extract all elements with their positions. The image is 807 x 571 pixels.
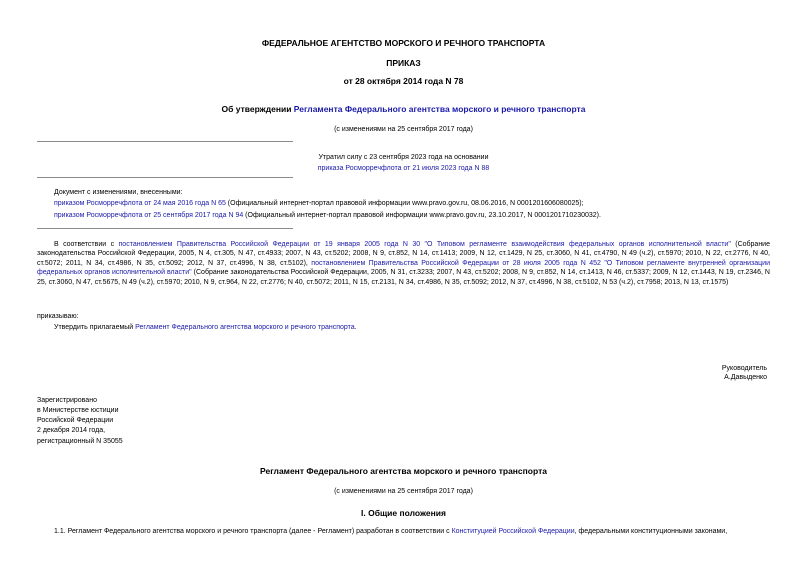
registration-line: Зарегистрировано [37, 397, 97, 404]
gov-decree-452-link[interactable]: постановлением Правительства Российской Федерации от 28 июля 2005 года N 452 "О Типовом регламенте внутренней организации федеральных органов исполнительной власти" [37, 259, 770, 277]
amendment-link-2[interactable]: приказом Росморречфлота от 25 сентября 2017 года N 94 [54, 211, 244, 219]
preamble-text-1: В соответствии с [54, 241, 119, 248]
divider [37, 228, 293, 229]
doc-title [0, 104, 807, 115]
registration-line: Российской Федерации [37, 417, 114, 425]
gov-decree-30-link[interactable]: постановлением Правительства Российской Федерации от 19 января 2005 года N 30 "О Типовом регламенте взаимодействия федеральных органов исполнительной власти" [118, 241, 731, 248]
registration-line: 2 декабря 2014 года, [37, 427, 106, 435]
divider [37, 141, 293, 142]
amendment-link-1[interactable]: приказом Росморречфлота от 24 мая 2016 года N 65 [54, 200, 226, 208]
clause-1-1 [37, 527, 770, 536]
order-word: приказываю: [37, 313, 79, 320]
preamble-text-3: (Собрание законодательства Российской Федерации, 2005, N 31, ст.3233; 2007, N 43, ст.5202; 2008, N 9, ст.852, N 14, ст.1413, N 46, ст.5337; 2009, N 12, ст.1443, N 19, ст.2346, N 25, ст.3060, N 47, ст.5675, N 49 (ч.2), ст.5970; 2010, N 9, ст.964, N 22, ст.2776; N 40, ст.5072; 2011, N 15, ст.2131, N 34, ст.4986, N 35, ст.5092; 2012, N 37, ст.4996, N 38, ст.5102, N 53 (ч.2), ст.7958; 2013, N 13, ст.1575) [37, 269, 770, 286]
constitution-link[interactable]: Конституцией Российской Федерации [451, 528, 575, 535]
registration-block [37, 396, 123, 447]
reglament-revision: (с изменениями на 25 сентября 2017 года) [334, 488, 473, 495]
doc-title-prefix: Об утверждении [221, 104, 294, 114]
approve-suffix: . [354, 324, 357, 331]
clause-text-suffix: , федеральными конституционными законами, [574, 528, 728, 535]
clause-text-prefix: 1.1. Регламент Федерального агентства морского и речного транспорта (далее - Регламент) разработан в соответствии с [54, 528, 452, 535]
approve-prefix: Утвердить прилагаемый [54, 324, 136, 331]
repeal-order-link[interactable]: приказа Росморречфлота от 21 июля 2023 года N 88 [317, 165, 490, 172]
registration-line: в Министерстве юстиции [37, 407, 119, 415]
approve-line [54, 323, 774, 332]
amendments-block [54, 188, 774, 220]
amendment-text-1: (Официальный интернет-портал правовой информации www.pravo.gov.ru, 08.06.2016, N 0001201606080025); [225, 200, 584, 208]
doc-date-number: от 28 октября 2014 года N 78 [343, 76, 464, 86]
section-heading: I. Общие положения [361, 508, 446, 518]
preamble-text-2: (Собрание законодательства Российской Федерации, 2005, N 4, ст.305, N 47, ст.4933; 2007, N 43, ст.5202; 2008, N 9, ст.852, N 14, ст.1413; 2009, N 12, ст.1429, N 25, ст.3060, N 41, ст.4790, N 49 (ч.2), ст.5970; 2010, N 22, ст.2776, N 40, ст.5072; 2011, N 34, ст.4986, N 35, ст.5092; 2012, N 37, ст.4996, N 38, ст.5102), [37, 241, 770, 267]
registration-line: регистрационный N 35055 [37, 437, 123, 445]
preamble-paragraph [37, 240, 770, 287]
reglament-link[interactable]: Регламента Федерального агентства морского и речного транспорта [293, 104, 586, 114]
amendments-heading: Документ с изменениями, внесенными: [54, 189, 183, 196]
doc-type: ПРИКАЗ [386, 58, 421, 68]
approved-reglament-link[interactable]: Регламент Федерального агентства морского и речного транспорта [135, 324, 355, 331]
status-link-row [0, 164, 807, 173]
amendment-item [54, 199, 774, 208]
doc-revision: (с изменениями на 25 сентября 2017 года) [334, 126, 473, 133]
reglament-title: Регламент Федерального агентства морского и речного транспорта [260, 466, 547, 476]
divider [37, 177, 293, 178]
status-line: Утратил силу с 23 сентября 2023 года на основании [318, 154, 489, 161]
agency-name: ФЕДЕРАЛЬНОЕ АГЕНТСТВО МОРСКОГО И РЕЧНОГО ТРАНСПОРТА [261, 38, 546, 48]
signer-role: Руководитель [721, 365, 767, 372]
signature [722, 364, 767, 383]
signer-name: А.Давыденко [724, 374, 767, 382]
amendment-text-2: (Официальный интернет-портал правовой информации www.pravo.gov.ru, 23.10.2017, N 0001201710230032). [243, 211, 601, 219]
amendment-item [54, 211, 774, 220]
